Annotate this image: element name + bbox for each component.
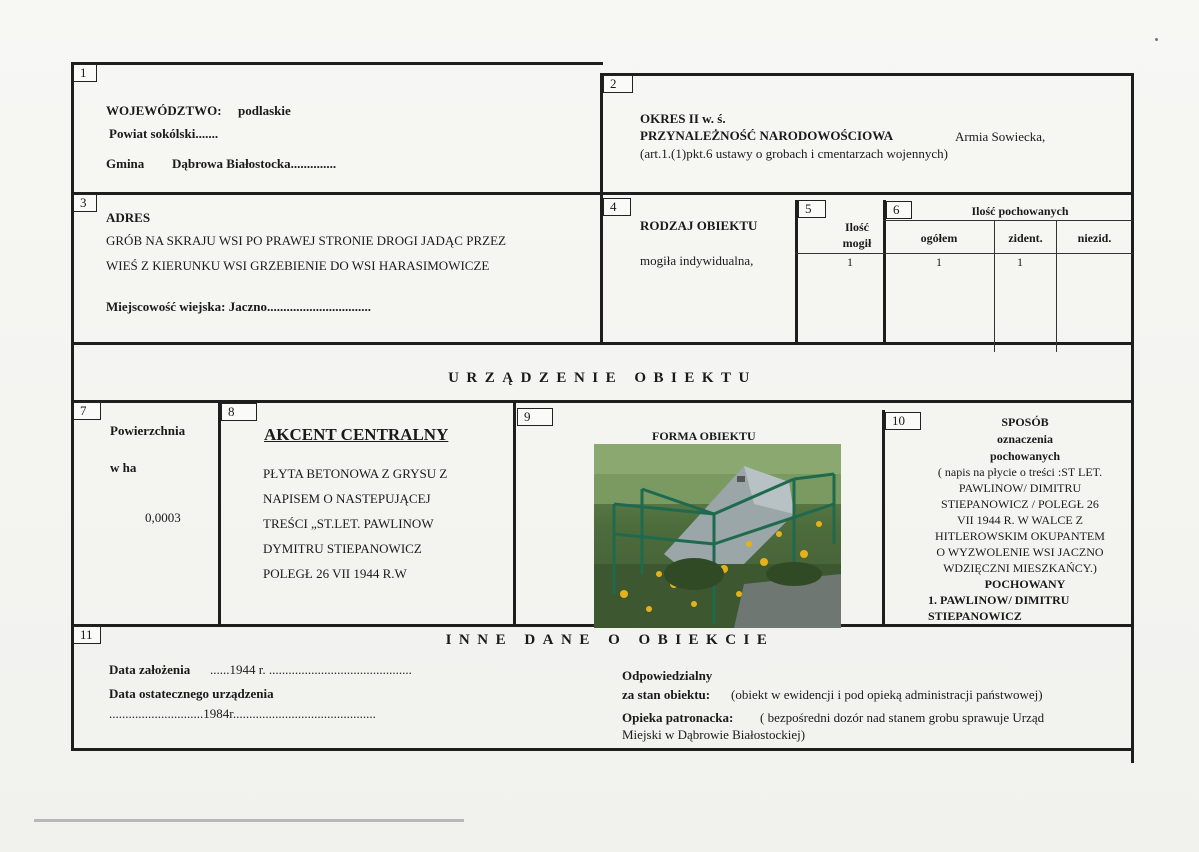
inscription-line: WDZIĘCZNI MIESZKAŃCY.) <box>943 561 1097 575</box>
inscription-line: STIEPANOWICZ / POLEGŁ 26 <box>941 497 1099 511</box>
accent-line: TREŚCI „ST.LET. PAWLINOW <box>263 516 434 531</box>
accent-line: PŁYTA BETONOWA Z GRYSU Z <box>263 466 448 481</box>
opieka-patronacka-label: Opieka patronacka: <box>622 710 734 725</box>
section-number: 8 <box>221 403 257 421</box>
powierzchnia-label: Powierzchnia <box>110 423 186 438</box>
scan-speck <box>1155 38 1158 41</box>
ilosc-mogil-label: mogił <box>842 236 872 250</box>
data-zalozenia-label: Data założenia <box>109 662 191 677</box>
column-header: zident. <box>1008 231 1043 245</box>
okres-line: OKRES II w. ś. <box>640 111 726 126</box>
buried-name: STIEPANOWICZ <box>928 609 1022 623</box>
inne-dane-title: INNE DANE O OBIEKCIE <box>445 632 775 648</box>
inscription-line: VII 1944 R. W WALCE Z <box>957 513 1083 527</box>
ilosc-mogil-value: 1 <box>847 255 853 269</box>
pochowanych-label: pochowanych <box>989 449 1060 463</box>
grave-photo <box>594 444 841 628</box>
gmina-value: Dąbrowa Białostocka.............. <box>172 156 337 171</box>
akcent-centralny-title: AKCENT CENTRALNY <box>264 425 449 444</box>
urzadzenie-obiektu-title: URZĄDZENIE OBIEKTU <box>448 370 757 386</box>
ilosc-mogil-label: Ilość <box>845 220 869 234</box>
inscription-line: ( napis na płycie o treści :ST LET. <box>937 465 1103 479</box>
powierzchnia-value: 0,0003 <box>145 510 181 525</box>
za-stan-label: za stan obiektu: <box>622 687 711 702</box>
inscription-line: PAWLINOW/ DIMITRU <box>958 481 1082 495</box>
gmina-label: Gmina <box>106 156 145 171</box>
column-header: ogółem <box>920 231 958 245</box>
ogolem-value: 1 <box>936 255 942 269</box>
odpowiedzialny-value: (obiekt w ewidencji i pod opieką administracji państwowej) <box>731 687 1043 702</box>
rodzaj-obiektu-value: mogiła indywidualna, <box>640 253 754 268</box>
section-number: 4 <box>603 198 631 216</box>
address-line: GRÓB NA SKRAJU WSI PO PRAWEJ STRONIE DROGI JADĄC PRZEZ <box>106 233 506 248</box>
przynaleznosc-value: Armia Sowiecka, <box>955 129 1046 144</box>
address-line: WIEŚ Z KIERUNKU WSI GRZEBIENIE DO WSI HARASIMOWICZE <box>106 258 490 273</box>
data-ostatecznego-label: Data ostatecznego urządzenia <box>109 686 274 701</box>
buried-name: 1. PAWLINOW/ DIMITRU <box>928 593 1070 607</box>
data-zalozenia-value: ......1944 r. ............................................ <box>210 662 412 677</box>
section-number: 10 <box>885 412 921 430</box>
section-number: 6 <box>886 201 912 219</box>
przynaleznosc-label: PRZYNALEŻNOŚĆ NARODOWOŚCIOWA <box>640 128 894 143</box>
opieka-patronacka-value: Miejski w Dąbrowie Białostockiej) <box>622 727 806 742</box>
section-number: 7 <box>73 402 101 420</box>
powierzchnia-unit: w ha <box>110 460 137 475</box>
adres-label: ADRES <box>106 210 151 225</box>
data-ostatecznego-value: .............................1984r............................................ <box>109 706 376 721</box>
inscription-line: O WYZWOLENIE WSI JACZNO <box>936 545 1104 559</box>
sposob-title: SPOSÓB <box>1001 415 1049 429</box>
section-number: 9 <box>517 408 553 426</box>
scan-edge-line <box>34 819 464 822</box>
section-number: 3 <box>73 194 97 212</box>
rodzaj-obiektu-label: RODZAJ OBIEKTU <box>640 218 758 233</box>
legal-basis: (art.1.(1)pkt.6 ustawy o grobach i cmentarzach wojennych) <box>640 146 948 161</box>
opieka-patronacka-value: ( bezpośredni dozór nad stanem grobu sprawuje Urząd <box>760 710 1045 725</box>
odpowiedzialny-label: Odpowiedzialny <box>622 668 713 683</box>
section-number: 1 <box>73 64 97 82</box>
zident-value: 1 <box>1017 255 1023 269</box>
accent-line: NAPISEM O NASTEPUJĄCEJ <box>263 491 431 506</box>
forma-obiektu-title: FORMA OBIEKTU <box>652 429 756 443</box>
pochowany-label: POCHOWANY <box>984 577 1066 591</box>
grave-photo-illustration <box>594 444 841 628</box>
wojewodztwo-label: WOJEWÓDZTWO: <box>106 103 222 118</box>
column-header: niezid. <box>1077 231 1112 245</box>
oznaczenia-label: oznaczenia <box>997 432 1053 446</box>
wojewodztwo-value: podlaskie <box>238 103 291 118</box>
accent-line: DYMITRU STIEPANOWICZ <box>263 541 422 556</box>
section-number: 2 <box>603 75 633 93</box>
powiat-line: Powiat sokólski....... <box>109 126 219 141</box>
inscription-line: HITLEROWSKIM OKUPANTEM <box>935 529 1105 543</box>
ilosc-pochowanych-title: Ilość pochowanych <box>971 204 1069 218</box>
section-number: 11 <box>73 626 101 644</box>
miejscowosc-line: Miejscowość wiejska: Jaczno................................ <box>106 299 372 314</box>
section-number: 5 <box>798 200 826 218</box>
accent-line: POLEGŁ 26 VII 1944 R.W <box>263 566 407 581</box>
